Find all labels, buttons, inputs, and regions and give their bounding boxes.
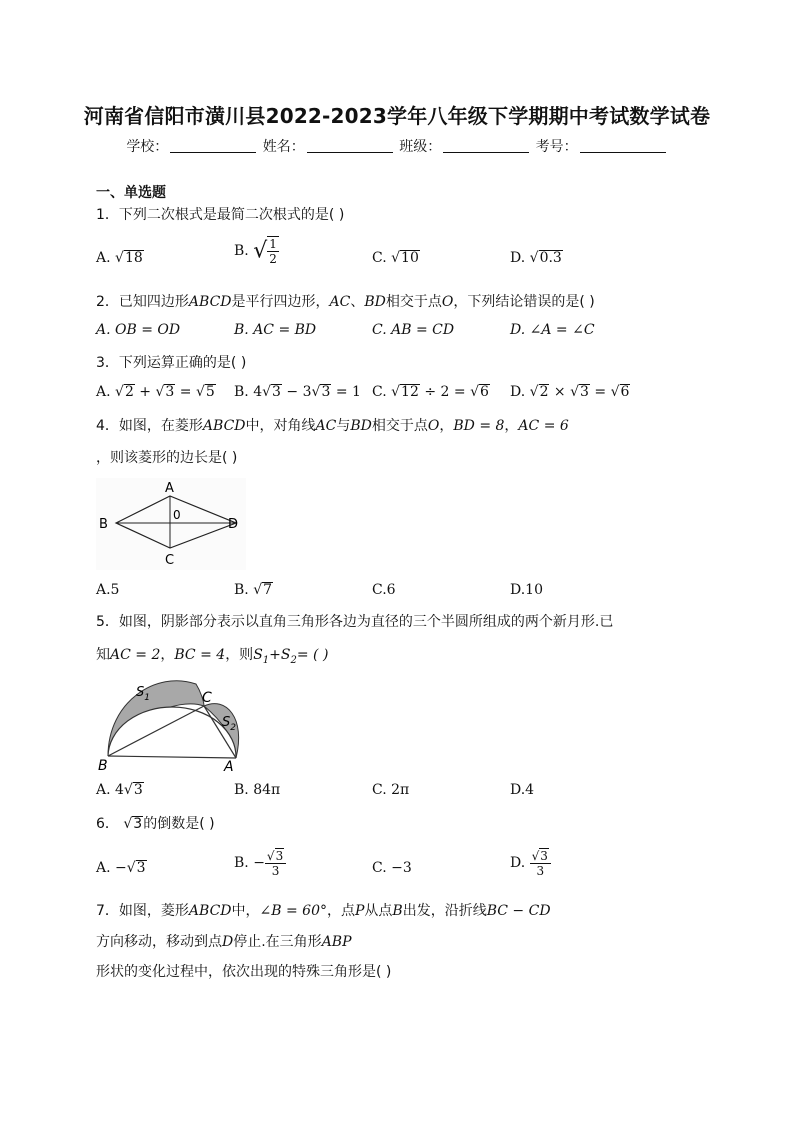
question-2-options (96, 322, 696, 352)
question-4-options (96, 582, 696, 612)
q2-option-c[interactable]: C. AB = CD (372, 322, 455, 338)
label-s2: $S_2$ (222, 715, 236, 733)
q4-option-c[interactable]: C.6 (372, 582, 396, 598)
name-label: 姓名： (262, 139, 305, 155)
q1-option-c[interactable]: C. √10 (372, 250, 419, 266)
q5-option-d[interactable]: D.4 (510, 782, 535, 798)
q4-option-b[interactable]: B. √7 (234, 582, 273, 598)
q3-option-c[interactable]: C. √12 ÷ 2 = √6 (372, 384, 489, 400)
q5-option-a[interactable]: A. 4√3 (96, 782, 143, 798)
q6-option-b[interactable]: B. − $\frac{√3}{3}$ (234, 848, 286, 878)
exam-number-label: 考号： (535, 139, 578, 155)
question-3-stem: 3．下列运算正确的是( ) (96, 355, 247, 371)
class-label: 班级： (399, 139, 442, 155)
student-info-fields (0, 136, 794, 156)
q4-option-d[interactable]: D.10 (510, 582, 543, 598)
q1-option-a[interactable]: A. √18 (96, 250, 143, 266)
q2-option-a[interactable]: A. OB = OD (96, 322, 181, 338)
label-o: 0 (173, 508, 181, 522)
question-5-stem: 5．如图，阴影部分表示以直角三角形各边为直径的三个半圆所组成的两个新月形.已 (96, 614, 614, 630)
question-4-stem-cont: ，则该菱形的边长是( ) (96, 450, 238, 466)
question-1-options (96, 237, 696, 278)
q6-option-d[interactable]: D. $\frac{√3}{3}$ (510, 848, 551, 878)
q5-option-b[interactable]: B. 84π (234, 782, 281, 798)
q6-option-c[interactable]: C. −3 (372, 860, 412, 876)
question-6-stem: 6． √3的倒数是( ) (96, 816, 215, 832)
label-b: B (99, 517, 108, 532)
q3-option-a[interactable]: A. √2 + √3 = √5 (96, 384, 215, 400)
school-blank[interactable] (170, 140, 256, 153)
name-blank[interactable] (307, 140, 393, 153)
rhombus-figure (96, 478, 246, 570)
question-6-options (96, 848, 696, 892)
exam-number-blank[interactable] (580, 140, 666, 153)
crescent-figure (96, 672, 256, 772)
school-label: 学校： (126, 139, 169, 155)
question-7-stem-cont2: 形状的变化过程中，依次出现的特殊三角形是( ) (96, 964, 392, 980)
q3-option-b[interactable]: B. 4√3 − 3√3 = 1 (234, 384, 361, 400)
q5-option-c[interactable]: C. 2π (372, 782, 410, 798)
label-b: B (98, 758, 108, 772)
question-5-options (96, 782, 696, 812)
q4-option-a[interactable]: A.5 (96, 582, 120, 598)
q6-option-a[interactable]: A. −√3 (96, 860, 146, 876)
label-a: A (224, 759, 234, 772)
class-blank[interactable] (443, 140, 529, 153)
question-7-stem: 7．如图，菱形ABCD中，∠B = 60°，点P从点B出发，沿折线BC − CD (96, 903, 551, 919)
q1-option-d[interactable]: D. √0.3 (510, 250, 562, 266)
question-5-stem-cont: 知AC = 2，BC = 4，则$S_1+S_2=$ ( ) (96, 647, 329, 666)
label-c: C (202, 690, 212, 706)
label-d: D (228, 517, 239, 532)
question-3-options (96, 384, 696, 414)
question-2-stem: 2．已知四边形ABCD是平行四边形，AC、BD相交于点O，下列结论错误的是( ) (96, 294, 595, 310)
question-1-stem: 1．下列二次根式是最简二次根式的是( ) (96, 207, 345, 223)
label-c: C (165, 553, 175, 568)
question-7-stem-cont: 方向移动，移动到点D停止.在三角形ABP (96, 934, 352, 950)
q2-option-b[interactable]: B. AC = BD (234, 322, 317, 338)
q3-option-d[interactable]: D. √2 × √3 = √6 (510, 384, 630, 400)
exam-title: 河南省信阳市潢川县2022-2023学年八年级下学期期中考试数学试卷 (83, 104, 711, 128)
question-4-stem: 4．如图，在菱形ABCD中，对角线AC与BD相交于点O，BD = 8，AC = 6 (96, 418, 569, 434)
label-s1: $S_1$ (136, 685, 150, 703)
q2-option-d[interactable]: D. ∠A = ∠C (510, 322, 595, 338)
section-heading: 一、单选题 (96, 185, 166, 201)
label-a: A (165, 481, 174, 496)
q1-option-b[interactable]: B. √ $\frac{1}{2}$ (234, 237, 277, 266)
